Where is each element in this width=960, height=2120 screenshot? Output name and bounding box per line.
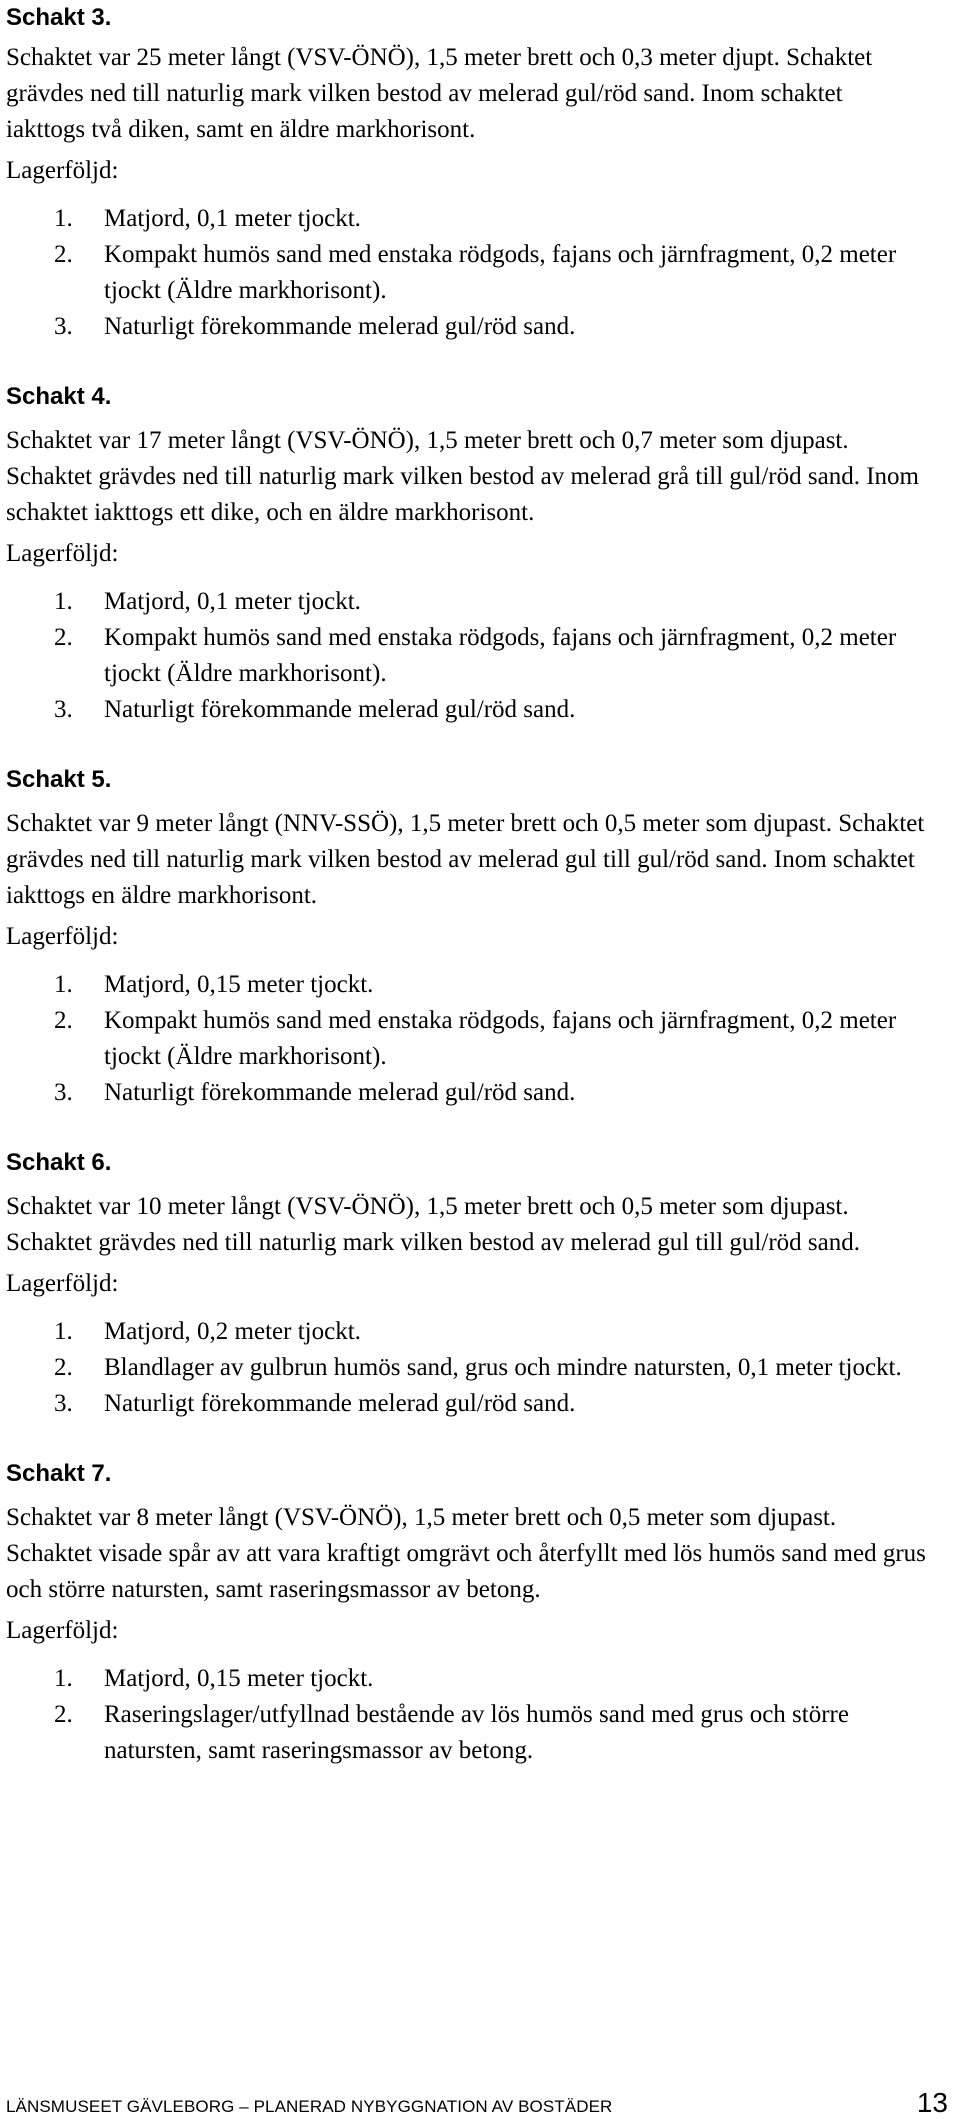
layer-list <box>6 1661 926 1769</box>
section-heading: Schakt 7. <box>6 1460 112 1487</box>
layer-item <box>6 620 926 692</box>
layer-text: Matjord, 0,1 meter tjockt. <box>104 588 361 615</box>
section-heading: Schakt 4. <box>6 383 112 410</box>
footer-title: LÄNSMUSEET GÄVLEBORG – PLANERAD NYBYGGNATION AV BOSTÄDER <box>6 2097 613 2116</box>
layer-number: 3. <box>54 696 73 723</box>
section-paragraph: Schaktet var 8 meter långt (VSV-ÖNÖ), 1,5 meter brett och 0,5 meter som djupast. Schaktet visade spår av att vara kraftigt omgrävt och återfyllt med lös humös sand med grus och större natursten, samt raseringsmassor av betong. <box>6 1504 926 1603</box>
layer-text: Raseringslager/utfyllnad bestående av lös humös sand med grus och större natursten, samt raseringsmassor av betong. <box>104 1701 849 1764</box>
layer-text: Matjord, 0,2 meter tjockt. <box>104 1318 361 1345</box>
layer-item <box>6 1386 926 1422</box>
section-schakt-5 <box>6 762 926 1111</box>
layer-item <box>6 967 926 1003</box>
layer-number: 3. <box>54 313 73 340</box>
section-paragraph: Schaktet var 17 meter långt (VSV-ÖNÖ), 1,5 meter brett och 0,7 meter som djupast. Schaktet grävdes ned till naturlig mark vilken bestod av melerad grå till gul/röd sand. Inom schaktet iakttogs ett dike, och en äldre markhorisont. <box>6 427 919 526</box>
layer-text: Kompakt humös sand med enstaka rödgods, fajans och järnfragment, 0,2 meter tjockt (Äldre markhorisont). <box>104 1007 897 1070</box>
section-paragraph: Schaktet var 25 meter långt (VSV-ÖNÖ), 1,5 meter brett och 0,3 meter djupt. Schaktet grävdes ned till naturlig mark vilken bestod av melerad gul/röd sand. Inom schaktet iakttogs två diken, samt en äldre markhorisont. <box>6 44 873 143</box>
layer-list <box>6 967 926 1111</box>
layer-item <box>6 309 926 345</box>
layer-text: Naturligt förekommande melerad gul/röd sand. <box>104 696 576 723</box>
section-heading: Schakt 3. <box>6 4 112 31</box>
section-schakt-4 <box>6 379 926 728</box>
layer-text: Matjord, 0,1 meter tjockt. <box>104 205 361 232</box>
layers-label: Lagerföljd: <box>6 1617 119 1644</box>
layer-item <box>6 1661 926 1697</box>
layer-number: 3. <box>54 1390 73 1417</box>
layer-item <box>6 1314 926 1350</box>
layer-item <box>6 1697 926 1769</box>
layer-text: Matjord, 0,15 meter tjockt. <box>104 971 374 998</box>
layer-number: 2. <box>54 1701 73 1728</box>
layer-number: 1. <box>54 588 73 615</box>
layer-list <box>6 201 926 345</box>
layer-item <box>6 692 926 728</box>
section-schakt-6 <box>6 1145 926 1422</box>
layer-item <box>6 584 926 620</box>
layer-text: Kompakt humös sand med enstaka rödgods, fajans och järnfragment, 0,2 meter tjockt (Äldre markhorisont). <box>104 241 897 304</box>
layer-number: 2. <box>54 1354 73 1381</box>
document-page <box>6 0 926 1769</box>
layer-number: 1. <box>54 971 73 998</box>
layer-number: 1. <box>54 1318 73 1345</box>
layer-text: Kompakt humös sand med enstaka rödgods, fajans och järnfragment, 0,2 meter tjockt (Äldre markhorisont). <box>104 624 897 687</box>
layer-list <box>6 1314 926 1422</box>
layer-number: 2. <box>54 1007 73 1034</box>
layer-number: 3. <box>54 1079 73 1106</box>
section-heading: Schakt 5. <box>6 766 112 793</box>
layer-number: 1. <box>54 205 73 232</box>
layer-number: 1. <box>54 1665 73 1692</box>
layer-text: Matjord, 0,15 meter tjockt. <box>104 1665 374 1692</box>
section-paragraph: Schaktet var 10 meter långt (VSV-ÖNÖ), 1,5 meter brett och 0,5 meter som djupast. Schaktet grävdes ned till naturlig mark vilken bestod av melerad gul till gul/röd sand. <box>6 1193 860 1256</box>
section-schakt-3 <box>6 0 926 345</box>
layer-text: Naturligt förekommande melerad gul/röd sand. <box>104 313 576 340</box>
section-schakt-7 <box>6 1456 926 1769</box>
layer-item <box>6 237 926 309</box>
section-paragraph: Schaktet var 9 meter långt (NNV-SSÖ), 1,5 meter brett och 0,5 meter som djupast. Schaktet grävdes ned till naturlig mark vilken bestod av melerad gul till gul/röd sand. Inom schaktet iakttogs en äldre markhorisont. <box>6 810 925 909</box>
layer-number: 2. <box>54 241 73 268</box>
layer-list <box>6 584 926 728</box>
layers-label: Lagerföljd: <box>6 540 119 567</box>
layers-label: Lagerföljd: <box>6 923 119 950</box>
layer-number: 2. <box>54 624 73 651</box>
layers-label: Lagerföljd: <box>6 1270 119 1297</box>
layer-item <box>6 1350 926 1386</box>
page-number: 13 <box>916 2087 948 2118</box>
layer-item <box>6 1075 926 1111</box>
section-heading: Schakt 6. <box>6 1149 112 1176</box>
layers-label: Lagerföljd: <box>6 157 119 184</box>
layer-item <box>6 201 926 237</box>
layer-item <box>6 1003 926 1075</box>
layer-text: Naturligt förekommande melerad gul/röd sand. <box>104 1390 576 1417</box>
layer-text: Blandlager av gulbrun humös sand, grus och mindre natursten, 0,1 meter tjockt. <box>104 1354 902 1381</box>
layer-text: Naturligt förekommande melerad gul/röd sand. <box>104 1079 576 1106</box>
